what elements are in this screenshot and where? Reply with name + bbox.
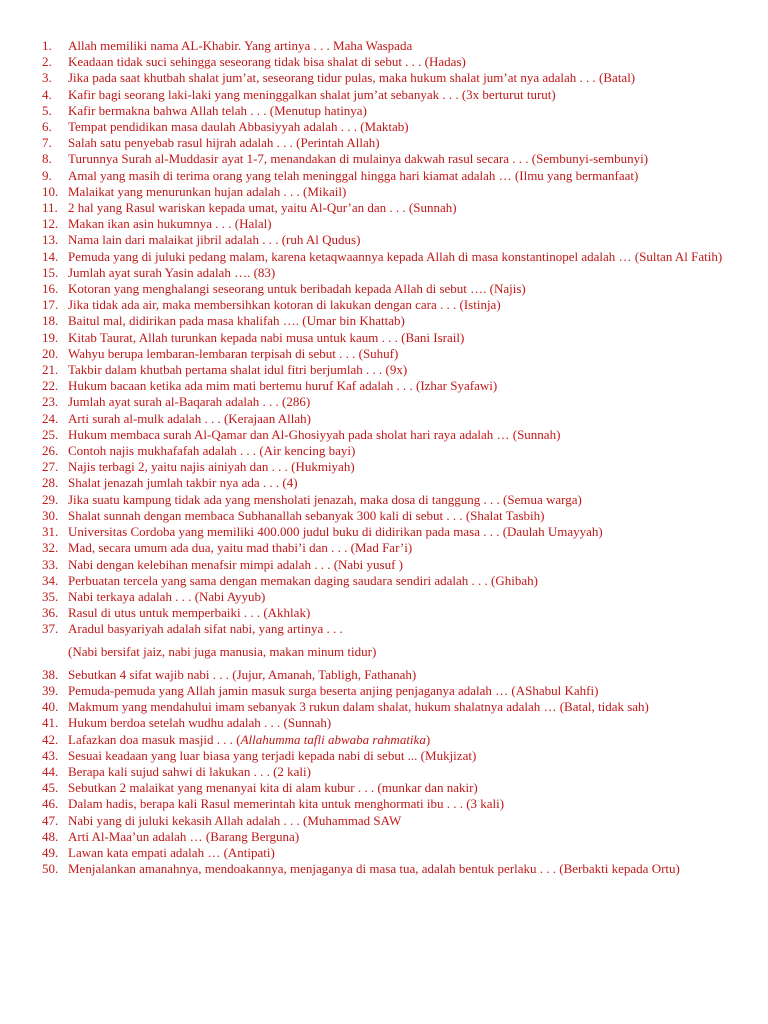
question-item bbox=[42, 508, 726, 524]
question-item bbox=[42, 699, 726, 715]
question-text bbox=[68, 683, 726, 699]
question-item bbox=[42, 330, 726, 346]
question-text bbox=[68, 119, 726, 135]
question-item bbox=[42, 557, 726, 573]
question-text bbox=[68, 313, 726, 329]
question-text bbox=[68, 151, 726, 167]
question-text-main: Kafir bermakna bahwa Allah telah . . . (Menutup hatinya) bbox=[68, 102, 367, 118]
question-item bbox=[42, 281, 726, 297]
question-item bbox=[42, 87, 726, 103]
question-number: 11. bbox=[42, 200, 58, 216]
question-item bbox=[42, 813, 726, 829]
question-text-main: Wahyu berupa lembaran-lembaran terpisah di sebut . . . (Suhuf) bbox=[68, 345, 399, 361]
question-number: 20. bbox=[42, 345, 59, 361]
question-text bbox=[68, 557, 726, 573]
question-number: 46. bbox=[42, 796, 59, 812]
question-item bbox=[42, 265, 726, 281]
question-number: 49. bbox=[42, 844, 59, 860]
question-item bbox=[42, 667, 726, 683]
question-item bbox=[42, 168, 726, 184]
question-item bbox=[42, 732, 726, 748]
question-text-main: Jika tidak ada air, maka membersihkan kotoran di lakukan dengan cara . . . (Istinja) bbox=[68, 297, 501, 313]
question-number: 28. bbox=[42, 475, 59, 491]
question-item bbox=[42, 524, 726, 540]
question-number: 32. bbox=[42, 540, 59, 556]
question-text-main: Lawan kata empati adalah … (Antipati) bbox=[68, 844, 275, 860]
question-text-main: Perbuatan tercela yang sama dengan memakan daging saudara sendiri adalah . . . (Ghibah) bbox=[68, 572, 538, 588]
question-item bbox=[42, 780, 726, 796]
question-number: 35. bbox=[42, 588, 59, 604]
question-text bbox=[68, 378, 726, 394]
question-number: 34. bbox=[42, 572, 59, 588]
question-text-main: Pemuda-pemuda yang Allah jamin masuk surga beserta anjing penjaganya adalah … (AShabul Kahfi) bbox=[68, 682, 599, 698]
question-text bbox=[68, 38, 726, 54]
question-text-main: Jumlah ayat surah Yasin adalah …. (83) bbox=[68, 264, 276, 280]
question-number: 24. bbox=[42, 410, 59, 426]
question-text-main: Aradul basyariyah adalah sifat nabi, yang artinya . . . bbox=[68, 621, 343, 637]
question-text-main: Jika pada saat khutbah shalat jum’at, seseorang tidur pulas, maka hukum shalat jum’at nya adalah . . . (Batal) bbox=[68, 70, 636, 86]
question-text bbox=[68, 667, 726, 683]
question-text bbox=[68, 70, 726, 86]
question-text-main: Lafazkan doa masuk masjid . . . ( bbox=[68, 731, 241, 747]
question-item bbox=[42, 540, 726, 556]
question-text bbox=[68, 411, 726, 427]
question-text-main: Hukum berdoa setelah wudhu adalah . . . (Sunnah) bbox=[68, 715, 332, 731]
question-text-main: Baitul mal, didirikan pada masa khalifah …. (Umar bin Khattab) bbox=[68, 313, 405, 329]
question-text bbox=[68, 524, 726, 540]
question-item bbox=[42, 492, 726, 508]
question-number: 48. bbox=[42, 828, 59, 844]
question-text-main: Jumlah ayat surah al-Baqarah adalah . . . (286) bbox=[68, 394, 311, 410]
question-number: 22. bbox=[42, 378, 59, 394]
question-number: 9. bbox=[42, 167, 52, 183]
question-text-main: Kitab Taurat, Allah turunkan kepada nabi musa untuk kaum . . . (Bani Israil) bbox=[68, 329, 465, 345]
question-text bbox=[68, 699, 726, 715]
question-number: 36. bbox=[42, 605, 59, 621]
question-text bbox=[68, 232, 726, 248]
question-item bbox=[42, 845, 726, 861]
question-text bbox=[68, 168, 726, 184]
question-text-main: Contoh najis mukhafafah adalah . . . (Air kencing bayi) bbox=[68, 443, 356, 459]
question-text-main: Pemuda yang di juluki pedang malam, karena ketaqwaannya kepada Allah di masa konstantinopel adalah … (Sultan Al Fatih) bbox=[68, 248, 723, 264]
question-text bbox=[68, 829, 726, 845]
question-item bbox=[42, 573, 726, 589]
question-number: 23. bbox=[42, 394, 59, 410]
question-text-main: Makmum yang mendahului imam sebanyak 3 rukun dalam shalat, hukum shalatnya adalah … (Batal, tidak sah) bbox=[68, 699, 649, 715]
question-text-main: Takbir dalam khutbah pertama shalat idul fitri berjumlah . . . (9x) bbox=[68, 362, 408, 378]
question-number: 39. bbox=[42, 682, 59, 698]
question-text-main: Kotoran yang menghalangi seseorang untuk beribadah kepada Allah di sebut …. (Najis) bbox=[68, 281, 526, 297]
question-number: 45. bbox=[42, 780, 59, 796]
question-number: 37. bbox=[42, 621, 59, 637]
question-item bbox=[42, 135, 726, 151]
question-text-main: Sebutkan 2 malaikat yang menanyai kita di alam kubur . . . (munkar dan nakir) bbox=[68, 780, 478, 796]
question-text-main: Berapa kali sujud sahwi di lakukan . . . (2 kali) bbox=[68, 763, 311, 779]
question-text bbox=[68, 813, 726, 829]
question-text bbox=[68, 394, 726, 410]
question-text bbox=[68, 715, 726, 731]
question-text bbox=[68, 443, 726, 459]
question-text-main: Arti Al-Maa’un adalah … (Barang Berguna) bbox=[68, 828, 300, 844]
question-text bbox=[68, 135, 726, 151]
question-text-main: Jika suatu kampung tidak ada yang mensholati jenazah, maka dosa di tanggung . . . (Semua warga) bbox=[68, 491, 582, 507]
question-number: 21. bbox=[42, 362, 59, 378]
question-item bbox=[42, 796, 726, 812]
question-text bbox=[68, 362, 726, 378]
question-text bbox=[68, 845, 726, 861]
question-text-after: ) bbox=[425, 731, 431, 747]
question-item bbox=[42, 394, 726, 410]
question-number: 25. bbox=[42, 426, 59, 442]
question-text bbox=[68, 540, 726, 556]
question-text-main: Allah memiliki nama AL-Khabir. Yang artinya . . . Maha Waspada bbox=[68, 38, 413, 53]
question-item bbox=[42, 346, 726, 362]
question-number: 5. bbox=[42, 102, 52, 118]
question-text-italic: Allahumma tafli abwaba rahmatika bbox=[240, 731, 426, 747]
question-text bbox=[68, 861, 726, 877]
question-item bbox=[42, 644, 726, 660]
question-number: 17. bbox=[42, 297, 59, 313]
question-item bbox=[42, 313, 726, 329]
question-item bbox=[42, 216, 726, 232]
question-number: 43. bbox=[42, 747, 59, 763]
question-item bbox=[42, 683, 726, 699]
question-number: 1. bbox=[42, 38, 52, 53]
question-text bbox=[68, 297, 726, 313]
question-item bbox=[42, 200, 726, 216]
question-text bbox=[68, 492, 726, 508]
question-text bbox=[68, 732, 726, 748]
question-text-main: Keadaan tidak suci sehingga seseorang tidak bisa shalat di sebut . . . (Hadas) bbox=[68, 54, 466, 70]
question-number: 16. bbox=[42, 281, 59, 297]
question-text-main: Hukum bacaan ketika ada mim mati bertemu huruf Kaf adalah . . . (Izhar Syafawi) bbox=[68, 378, 498, 394]
question-number: 18. bbox=[42, 313, 59, 329]
question-item bbox=[42, 715, 726, 731]
question-number: 38. bbox=[42, 666, 59, 682]
question-text-main: Dalam hadis, berapa kali Rasul memerintah kita untuk menghormati ibu . . . (3 kali) bbox=[68, 796, 505, 812]
question-text bbox=[68, 748, 726, 764]
question-text bbox=[68, 796, 726, 812]
question-item bbox=[42, 119, 726, 135]
question-text-main: Rasul di utus untuk memperbaiki . . . (Akhlak) bbox=[68, 605, 311, 621]
question-number: 8. bbox=[42, 151, 52, 167]
question-item bbox=[42, 621, 726, 637]
question-number: 14. bbox=[42, 248, 59, 264]
question-item bbox=[42, 443, 726, 459]
question-number: 30. bbox=[42, 507, 59, 523]
question-text bbox=[68, 87, 726, 103]
question-item bbox=[42, 589, 726, 605]
question-number: 50. bbox=[42, 861, 59, 877]
question-item bbox=[42, 232, 726, 248]
question-number: 19. bbox=[42, 329, 59, 345]
question-text-main: Arti surah al-mulk adalah . . . (Kerajaan Allah) bbox=[68, 410, 311, 426]
question-text-main: 2 hal yang Rasul wariskan kepada umat, yaitu Al-Qur’an dan . . . (Sunnah) bbox=[68, 200, 457, 216]
question-text bbox=[68, 103, 726, 119]
question-text bbox=[68, 330, 726, 346]
question-number: 44. bbox=[42, 763, 59, 779]
question-number: 12. bbox=[42, 216, 59, 232]
question-item bbox=[42, 151, 726, 167]
question-text bbox=[68, 644, 726, 660]
question-text-main: Kafir bagi seorang laki-laki yang meninggalkan shalat jum’at sebanyak . . . (3x berturut turut) bbox=[68, 86, 556, 102]
question-item bbox=[42, 829, 726, 845]
question-text bbox=[68, 346, 726, 362]
question-text-main: Menjalankan amanahnya, mendoakannya, menjaganya di masa tua, adalah bentuk perlaku . . . (Berbakti kepada Ortu) bbox=[68, 861, 680, 877]
question-text bbox=[68, 621, 726, 637]
question-number: 10. bbox=[42, 183, 59, 199]
question-number: 33. bbox=[42, 556, 59, 572]
question-text bbox=[68, 475, 726, 491]
question-text-main: Universitas Cordoba yang memiliki 400.000 judul buku di didirikan pada masa . . . (Daulah Umayyah) bbox=[68, 524, 603, 540]
question-item bbox=[42, 411, 726, 427]
question-text bbox=[68, 508, 726, 524]
question-text-main: Shalat jenazah jumlah takbir nya ada . . . (4) bbox=[68, 475, 298, 491]
question-item bbox=[42, 378, 726, 394]
question-number: 4. bbox=[42, 86, 52, 102]
question-number: 7. bbox=[42, 135, 52, 151]
question-text bbox=[68, 605, 726, 621]
question-item bbox=[42, 103, 726, 119]
question-number: 27. bbox=[42, 459, 59, 475]
question-number: 41. bbox=[42, 715, 59, 731]
question-text bbox=[68, 573, 726, 589]
question-text bbox=[68, 427, 726, 443]
question-text-main: Shalat sunnah dengan membaca Subhanallah sebanyak 300 kali di sebut . . . (Shalat Tasbih) bbox=[68, 507, 545, 523]
question-item bbox=[42, 70, 726, 86]
question-text-main: Nabi terkaya adalah . . . (Nabi Ayyub) bbox=[68, 588, 266, 604]
question-text-main: Sebutkan 4 sifat wajib nabi . . . (Jujur, Amanah, Tabligh, Fathanah) bbox=[68, 666, 417, 682]
question-text-main: Mad, secara umum ada dua, yaitu mad thabi’i dan . . . (Mad Far’i) bbox=[68, 540, 413, 556]
question-text-main: Amal yang masih di terima orang yang telah meninggal hingga hari kiamat adalah … (Ilmu yang bermanfaat) bbox=[68, 167, 639, 183]
question-text-main: Makan ikan asin hukumnya . . . (Halal) bbox=[68, 216, 272, 232]
question-item bbox=[42, 184, 726, 200]
question-text bbox=[68, 780, 726, 796]
question-item bbox=[42, 427, 726, 443]
question-number: 15. bbox=[42, 264, 59, 280]
question-text-main: (Nabi bersifat jaiz, nabi juga manusia, makan minum tidur) bbox=[68, 643, 377, 659]
question-text bbox=[68, 265, 726, 281]
question-item bbox=[42, 362, 726, 378]
question-number: 13. bbox=[42, 232, 59, 248]
question-number: 3. bbox=[42, 70, 52, 86]
question-text bbox=[68, 281, 726, 297]
question-item bbox=[42, 297, 726, 313]
question-text-main: Najis terbagi 2, yaitu najis ainiyah dan . . . (Hukmiyah) bbox=[68, 459, 355, 475]
question-text-main: Nama lain dari malaikat jibril adalah . . . (ruh Al Qudus) bbox=[68, 232, 361, 248]
question-number: 26. bbox=[42, 443, 59, 459]
question-number: 2. bbox=[42, 54, 52, 70]
question-number: 47. bbox=[42, 812, 59, 828]
question-text-main: Tempat pendidikan masa daulah Abbasiyyah adalah . . . (Maktab) bbox=[68, 119, 409, 135]
question-item bbox=[42, 249, 726, 265]
question-text-main: Salah satu penyebab rasul hijrah adalah . . . (Perintah Allah) bbox=[68, 135, 380, 151]
question-item bbox=[42, 605, 726, 621]
question-text bbox=[68, 200, 726, 216]
question-text bbox=[68, 54, 726, 70]
question-text bbox=[68, 216, 726, 232]
question-text bbox=[68, 589, 726, 605]
question-item bbox=[42, 459, 726, 475]
question-item bbox=[42, 748, 726, 764]
question-number: 42. bbox=[42, 731, 59, 747]
question-text-main: Malaikat yang menurunkan hujan adalah . . . (Mikail) bbox=[68, 183, 347, 199]
question-item bbox=[42, 861, 726, 877]
question-number: 6. bbox=[42, 119, 52, 135]
question-item bbox=[42, 764, 726, 780]
question-text bbox=[68, 184, 726, 200]
question-item bbox=[42, 475, 726, 491]
question-text-main: Nabi dengan kelebihan menafsir mimpi adalah . . . (Nabi yusuf ) bbox=[68, 556, 404, 572]
question-text bbox=[68, 459, 726, 475]
question-number: 40. bbox=[42, 699, 59, 715]
question-text-main: Hukum membaca surah Al-Qamar dan Al-Ghosiyyah pada sholat hari raya adalah … (Sunnah) bbox=[68, 426, 561, 442]
question-number: 31. bbox=[42, 524, 59, 540]
question-number: 29. bbox=[42, 491, 59, 507]
question-text-main: Turunnya Surah al-Muddasir ayat 1-7, menandakan di mulainya dakwah rasul secara . . . (Sembunyi-sembunyi) bbox=[68, 151, 649, 167]
question-text-main: Nabi yang di juluki kekasih Allah adalah . . . (Muhammad SAW bbox=[68, 812, 402, 828]
question-item bbox=[42, 38, 726, 54]
question-item bbox=[42, 54, 726, 70]
question-text bbox=[68, 764, 726, 780]
question-text-main: Sesuai keadaan yang luar biasa yang terjadi kepada nabi di sebut ... (Mukjizat) bbox=[68, 747, 477, 763]
question-text bbox=[68, 249, 726, 265]
